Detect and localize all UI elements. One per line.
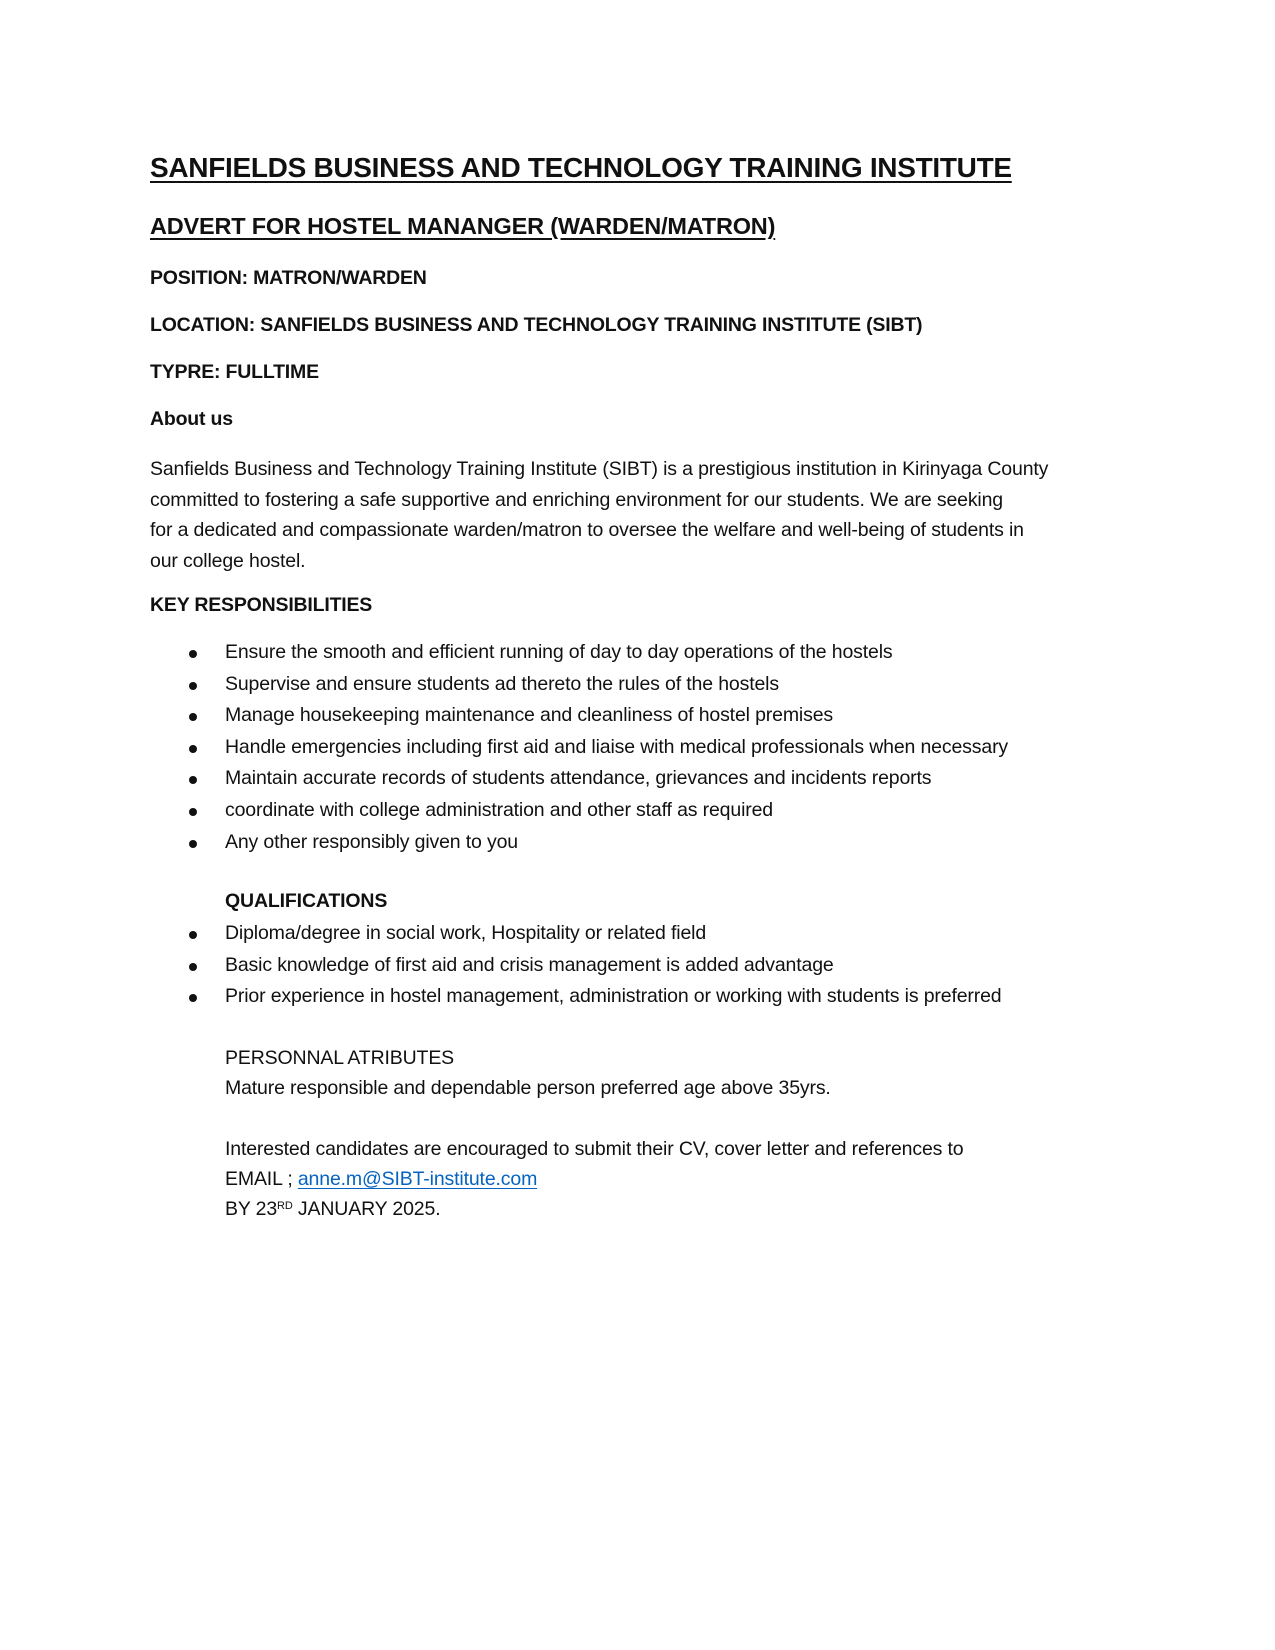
bullet-icon: [189, 650, 197, 658]
list-item: Basic knowledge of first aid and crisis management is added advantage: [150, 950, 1001, 982]
email-label: EMAIL ;: [225, 1168, 298, 1190]
bullet-icon: [189, 682, 197, 690]
about-line: Sanfields Business and Technology Training Institute (SIBT) is a prestigious institution in Kirinyaga County: [150, 458, 1049, 480]
list-item: Supervise and ensure students ad thereto the rules of the hostels: [150, 669, 1008, 701]
bullet-icon: [189, 776, 197, 784]
attributes-text: Mature responsible and dependable person preferred age above 35yrs.: [225, 1077, 831, 1099]
list-item: Manage housekeeping maintenance and cleanliness of hostel premises: [150, 700, 1008, 732]
bullet-icon: [189, 713, 197, 721]
bullet-icon: [189, 745, 197, 753]
deadline-suffix: JANUARY 2025.: [292, 1198, 441, 1220]
deadline-prefix: BY 23: [225, 1198, 278, 1220]
list-item: Handle emergencies including first aid and liaise with medical professionals when necessary: [150, 732, 1008, 764]
about-line: for a dedicated and compassionate warden/matron to oversee the welfare and well-being of students in: [150, 519, 1024, 541]
deadline-ordinal: RD: [277, 1200, 293, 1212]
qualifications-heading: QUALIFICATIONS: [225, 890, 388, 912]
bullet-icon: [189, 931, 197, 939]
bullet-icon: [189, 963, 197, 971]
type-field: TYPRE: FULLTIME: [150, 361, 319, 383]
list-item: Any other responsibly given to you: [150, 827, 1008, 859]
about-line: our college hostel.: [150, 549, 306, 572]
bullet-icon: [189, 808, 197, 816]
responsibilities-list: [150, 637, 1008, 858]
advert-subtitle: ADVERT FOR HOSTEL MANANGER (WARDEN/MATRON): [150, 213, 776, 239]
attributes-heading: PERSONNAL ATRIBUTES: [225, 1047, 455, 1069]
deadline-line: [225, 1194, 440, 1225]
bullet-icon: [189, 840, 197, 848]
position-field: POSITION: MATRON/WARDEN: [150, 267, 427, 289]
document-title: SANFIELDS BUSINESS AND TECHNOLOGY TRAINING INSTITUTE: [150, 152, 1012, 183]
about-paragraph: [150, 454, 1140, 576]
about-line: committed to fostering a safe supportive and enriching environment for our students. We are seeking: [150, 488, 1004, 511]
list-item: Ensure the smooth and efficient running of day to day operations of the hostels: [150, 637, 1008, 669]
list-item: Diploma/degree in social work, Hospitality or related field: [150, 918, 1001, 950]
list-item: coordinate with college administration and other staff as required: [150, 795, 1008, 827]
about-heading: About us: [150, 408, 233, 430]
email-line: [225, 1164, 537, 1195]
location-field: LOCATION: SANFIELDS BUSINESS AND TECHNOLOGY TRAINING INSTITUTE (SIBT): [150, 314, 923, 336]
list-item: Maintain accurate records of students attendance, grievances and incidents reports: [150, 763, 1008, 795]
responsibilities-heading: KEY RESPONSIBILITIES: [150, 594, 373, 616]
bullet-icon: [189, 994, 197, 1002]
application-text: Interested candidates are encouraged to submit their CV, cover letter and references to: [225, 1138, 964, 1160]
qualifications-list: [150, 918, 1001, 1013]
email-link[interactable]: anne.m@SIBT-institute.com: [297, 1168, 538, 1190]
list-item: Prior experience in hostel management, administration or working with students is preferred: [150, 981, 1001, 1013]
